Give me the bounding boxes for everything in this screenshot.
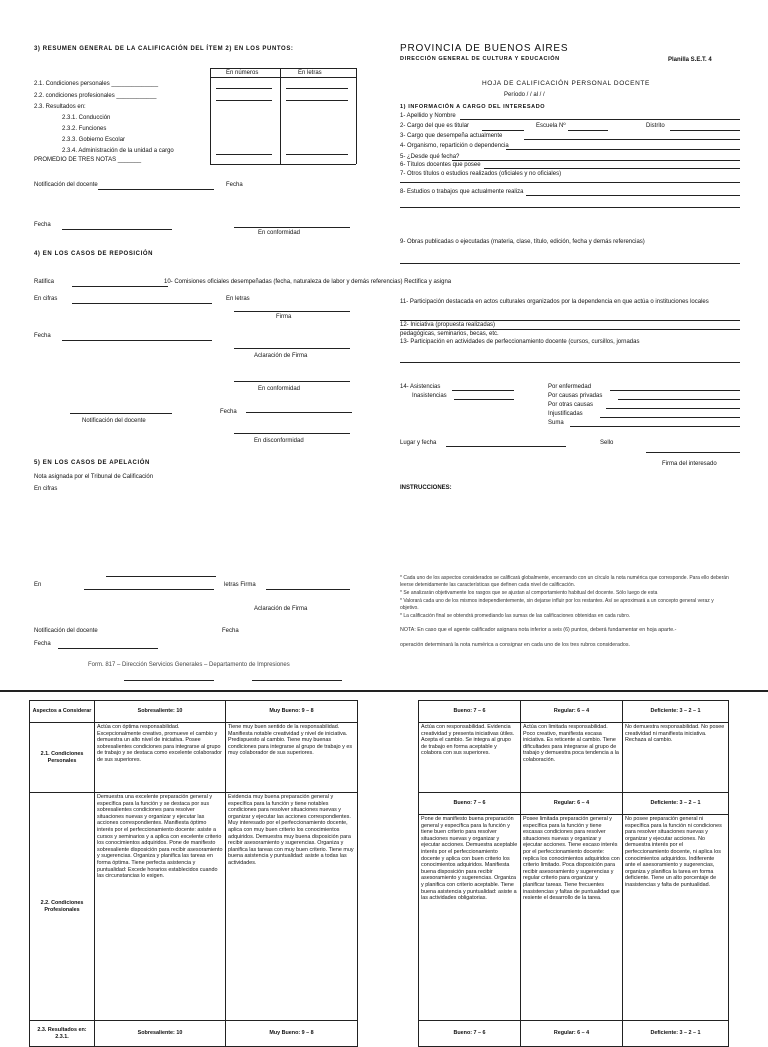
criteria-table-right [418,700,729,1047]
row-2-3-4: 2.3.4. Administración de la unidad a cargo [62,148,174,154]
blank-line [234,348,350,349]
instrucciones-title: INSTRUCCIONES: [400,485,452,491]
field-1: 1- Apellido y Nombre [400,113,456,119]
grid-line [210,68,211,164]
field-6: 6- Títulos docentes que posee [400,162,481,168]
blank-line [72,286,168,287]
en-disconformidad: En disconformidad [254,438,304,444]
notif-docente-3: Notificación del docente [34,628,98,634]
sello: Sello [600,440,614,446]
header-deficiente: Deficiente: 3 – 2 – 1 [623,701,729,723]
cell-2-3-sobresaliente: Sobresaliente: 10 [95,1021,226,1047]
header-muy-bueno: Muy Bueno: 9 – 8 [226,701,358,723]
blank-line [216,154,272,155]
field-14-asistencias: 14- Asistencias [400,384,441,390]
blank-line [506,149,740,150]
form-footer: Form. 817 – Dirección Servicios Generales – Departamento de Impresiones [88,662,290,668]
row-2-2: 2.2. condiciones profesionales ____________ [34,93,157,99]
instruction-4: * La calificación final se obtendrá promediando las sumas de las calificaciones obtenidas en cada rubro. [400,613,631,619]
blank-line [600,417,740,418]
field-12-examples: pedagógicas, seminarios, becas, etc. [400,331,499,337]
por-enfermedad: Por enfermedad [548,384,592,390]
blank-line [286,154,348,155]
row-2-3-2: 2.3.2. Funciones [62,126,107,132]
subheader-bueno: Bueno: 7 – 6 [419,793,521,815]
planilla-code: Planilla S.E.T. 4 [668,57,712,63]
field-12: 12- Iniciativa (propuesta realizadas) [400,322,496,328]
cell-2-3-muy-bueno: Muy Bueno: 9 – 8 [226,1021,358,1047]
header-bueno: Bueno: 7 – 6 [419,701,521,723]
blank-line [286,100,348,101]
subheader-regular: Regular: 6 – 4 [521,793,623,815]
cell-2-3-deficiente: Deficiente: 3 – 2 – 1 [623,1021,729,1047]
blank-line [452,390,514,391]
blank-line [252,680,342,681]
blank-line [216,100,272,101]
suma: Suma [548,420,564,426]
col-letters-header: En letras [298,70,322,76]
en-label: En [34,582,42,588]
instruction-3: * Valorará cada uno de los mismos independientemente, sin dejarse influir por los restantes. Así se aproximará a un concepto general veraz y objetivo. [400,598,714,611]
aclaracion-firma-2: Aclaración de Firma [254,606,308,612]
nota-tribunal: Nota asignada por el Tribunal de Calificación [34,474,154,480]
field-13: 13- Participación en actividades de perfeccionamiento docente (cursos, cursillos, jornadas [400,339,640,345]
cell-2-1-regular: Actúa con limitada responsabilidad. Poco creativo, manifiesta escasa iniciativa. Es reticente al cambio. Tiene dificultades para integrarse al grupo de trabajo y demuestra poca tendencia a la colaboración. [521,723,623,793]
por-otras-causas: Por otras causas [548,402,594,408]
blank-line [460,119,740,120]
cell-2-1-bueno: Actúa con responsabilidad. Evidencia creatividad y presenta iniciativas útiles. Acepta el cambio. Se integra al grupo de trabajo en forma aceptable y colabora con sus superiores. [419,723,521,793]
blank-line [618,399,740,400]
blank-line [62,340,212,341]
en-conformidad-2: En conformidad [258,386,301,392]
blank-line [72,303,212,304]
blank-line [124,680,214,681]
blank-line [234,311,350,312]
blank-line [246,412,352,413]
grid-line [356,68,357,164]
fecha-1: Fecha [226,182,243,188]
col-numbers-header: En números [226,70,259,76]
cell-2-1-deficiente: No demuestra responsabilidad. No posee creatividad ni manifiesta iniciativa. Rechaza al cambio. [623,723,729,793]
blank-line [446,446,566,447]
cell-2-1-sobresaliente: Actúa con óptima responsabilidad. Excepcionalmente creativo, promueve el cambio y demuestra un alto nivel de iniciativa. Posee sobresalientes condiciones para integrarse al grupo de trabajo y se destaca como excelente colaborador de sus superiores. [95,723,226,793]
row-average: PROMEDIO DE TRES NOTAS _______ [34,157,142,163]
blank-line [610,390,740,391]
field-5: 5- ¿Desde qué fecha? [400,154,460,160]
instruction-2: * Se analizarán objetivamente los rasgos que se ajustan al comportamiento habitual del docente. Sólo luego de esta [400,590,658,596]
field-2: 2- Cargo del que es titular [400,123,470,129]
aclaracion-firma-1: Aclaración de Firma [254,353,308,359]
cell-2-2-bueno: Pone de manifiesto buena preparación general y específica para la función y tiene buen criterio para resolver situaciones nuevas y organizar y ejecutar acciones. Demuestra aceptable interés por el perfeccionamiento docente y aplica con buen criterio los conocimientos adquiridos. Manifiesta buena disposición para recibir asesoramiento y sugerencias. Organiza y planifica con criterio aceptable. Tiene buena asistencia y puntualidad: asiste a las actividades obligatorias. [419,815,521,1021]
blank-line [400,263,740,264]
blank-line [482,130,524,131]
blank-line [670,130,740,131]
section-3-title: 3) RESUMEN GENERAL DE LA CALIFICACIÓN DEL ÍTEM 2) EN LOS PUNTOS: [34,46,294,52]
blank-line [526,195,740,196]
blank-line [84,589,214,590]
instruction-note: NOTA: En caso que el agente calificador asignara nota inferior a seis (6) puntos, deberá fundamentar en hoja aparte.- [400,627,677,633]
blank-line [62,229,172,230]
row-2-3: 2.3. Resultados en: [34,104,86,110]
row-label-2-1: 2.1. Condiciones Personales [30,723,95,793]
blank-line [484,168,740,169]
cell-2-3-bueno: Bueno: 7 – 6 [419,1021,521,1047]
en-conformidad-1: En conformidad [258,230,301,236]
cell-2-2-regular: Posee limitada preparación general y específica para la función y tiene escasas condiciones para resolver situaciones nuevas y organizar y ejecutar acciones. Tiene escaso interés por el perfeccionamiento docente: replica los conocimientos adquiridos con criterio limitado. Poca disposición para recibir asesoramiento y sugerencias y regular criterio para organizar y planificar tareas. Tiene frecuentes inasistencias y faltas de puntualidad que resiente el desarrollo de la tarea. [521,815,623,1021]
cell-2-1-muy-bueno: Tiene muy buen sentido de la responsabilidad. Manifiesta notable creatividad y nivel de iniciativa. Predispuesto al cambio. Tiene muy buenas condiciones para integrarse al grupo de trabajo y es muy colaborador de sus superiores. [226,723,358,793]
province-title: PROVINCIA DE BUENOS AIRES [400,43,569,54]
row-2-1: 2.1. Condiciones personales ______________ [34,81,159,87]
por-causas-privadas: Por causas privadas [548,393,603,399]
letras-firma: letras Firma [224,582,256,588]
periodo: Período / / al / / [504,92,545,98]
field-4: 4- Organismo, repartición o dependencia [400,143,509,149]
ratifica-label: Ratifica [34,279,55,285]
blank-line [646,452,740,453]
injustificadas: Injustificadas [548,411,583,417]
cell-2-3-regular: Regular: 6 – 4 [521,1021,623,1047]
blank-line [400,207,740,208]
field-3: 3- Cargo que desempeña actualmente [400,133,503,139]
blank-line [286,88,348,89]
blank-line [454,399,514,400]
field-2-distrito: Distrito [646,123,665,129]
field-14-inasistencias: Inasistencias [412,393,447,399]
notif-docente-1: Notificación del docente [34,182,98,188]
blank-line [400,329,740,330]
fecha-3: Fecha [34,333,51,339]
blank-line [70,413,172,414]
blank-line [524,139,740,140]
section-4-title: 4) EN LOS CASOS DE REPOSICIÓN [34,251,154,257]
row-2-3-1: 2.3.1. Conducción [62,115,111,121]
field-8: 8- Estudios o trabajos que actualmente realiza [400,189,524,195]
fecha-6: Fecha [34,641,51,647]
blank-line [234,381,350,382]
field-11: 11- Participación destacada en actos culturales organizados por la dependencia en que actúa o instituciones locales [400,299,709,305]
blank-line [568,130,608,131]
grid-line [210,164,356,165]
blank-line [400,182,740,183]
subheader-deficiente: Deficiente: 3 – 2 – 1 [623,793,729,815]
en-cifras-1: En cifras [34,296,58,302]
document-title: HOJA DE CALIFICACIÓN PERSONAL DOCENTE [482,80,650,87]
fecha-2: Fecha [34,222,51,228]
cell-2-2-deficiente: No posee preparación general ni específica para la función ni condiciones para resolver situaciones nuevas y organizar y ejecutar acciones. No demuestra interés por el perfeccionamiento docente, ni aplica los conocimientos adquiridos. Indiferente ante el asesoramiento y sugerencias, organiza y planifica la tarea en forma deficiente. Tiene un alto porcentaje de inasistencias y falta de puntualidad. [623,815,729,1021]
section-10-label: 10- Comisiones oficiales desempeñadas (fecha, naturaleza de labor y demás referencias) Rectifica y asigna [164,279,452,285]
instruction-5: operación determinará la nota numérica a consignar en cada uno de los tres rubros considerados. [400,642,630,648]
blank-line [452,160,740,161]
blank-line [106,576,216,577]
blank-line [234,433,350,434]
instruction-1: * Cada uno de los aspectos considerados se calificará globalmente, encerrando con un círculo la nota numérica que corresponde. Para ello deberán leerse detenidamente las características que definen cada nivel de calificación. [400,575,729,588]
cell-2-2-muy-bueno: Evidencia muy buena preparación general y específica para la función y tiene notables condiciones para resolver situaciones nuevas y organizar y ejecutar las acciones correspondientes. Muy interesado por el perfeccionamiento docente, aplica con muy buen criterio los conocimientos adquiridos. Demuestra muy buena disposición para recibir asesoramiento y sugerencias. Organiza y planifica las tareas con muy buen criterio. Tiene muy buena asistencia y puntualidad: asiste a todas las actividades. [226,793,358,1021]
header-aspectos: Aspectos a Considerar [30,701,95,723]
section-1-title: 1) INFORMACIÓN A CARGO DEL INTERESADO [400,104,546,110]
grid-line [210,68,356,69]
field-9: 9- Obras publicadas o ejecutadas (materia, clase, título, edición, fecha y demás referencias) [400,239,645,245]
firma-interesado: Firma del interesado [662,461,717,467]
blank-line [570,426,740,427]
header-regular: Regular: 6 – 4 [521,701,623,723]
cell-2-2-sobresaliente: Demuestra una excelente preparación general y específica para la función y se destaca por sus sobresalientes condiciones para resolver situaciones nuevas y organizar y ejecutar las acciones correspondientes. Manifiesta óptimo interés por el perfeccionamiento docente: asiste a cursos y seminarios y a aplica con excelente criterio los conocimientos adquiridos. Pone de manifiesto sobresaliente disposición para recibir asesoramiento y sugerencias. Organiza y planifica las tareas en forma óptima. Tiene perfecta asistencia y puntualidad: Excede horarios establecidos cuando las circunstancias lo exigen. [95,793,226,1021]
blank-line [400,320,740,321]
row-label-2-3: 2.3. Resultados en: 2.3.1. [30,1021,95,1047]
blank-line [234,227,350,228]
blank-line [400,362,740,363]
grid-line [210,77,356,78]
blank-line [606,408,740,409]
en-letras-1: En letras [226,296,250,302]
row-2-3-3: 2.3.3. Gobierno Escolar [62,137,126,143]
page-divider [0,690,768,692]
field-7: 7- Otros títulos o estudios realizados (oficiales y no oficiales) [400,171,562,177]
section-5-title: 5) EN LOS CASOS DE APELACIÓN [34,460,150,466]
header-sobresaliente: Sobresaliente: 10 [95,701,226,723]
notif-docente-2: Notificación del docente [82,418,146,424]
grid-line [280,68,281,164]
fecha-5: Fecha [222,628,239,634]
firma-1: Firma [276,314,292,320]
fecha-4: Fecha [220,409,237,415]
blank-line [266,589,350,590]
blank-line [216,88,272,89]
lugar-fecha: Lugar y fecha [400,440,437,446]
field-2-escuela: Escuela Nº [536,123,566,129]
direction-title: DIRECCIÓN GENERAL DE CULTURA Y EDUCACIÓN [400,56,560,62]
criteria-table-left [29,700,358,1047]
en-cifras-2: En cifras [34,486,58,492]
blank-line [98,189,214,190]
row-label-2-2: 2.2. Condiciones Profesionales [30,793,95,1021]
blank-line [58,648,158,649]
